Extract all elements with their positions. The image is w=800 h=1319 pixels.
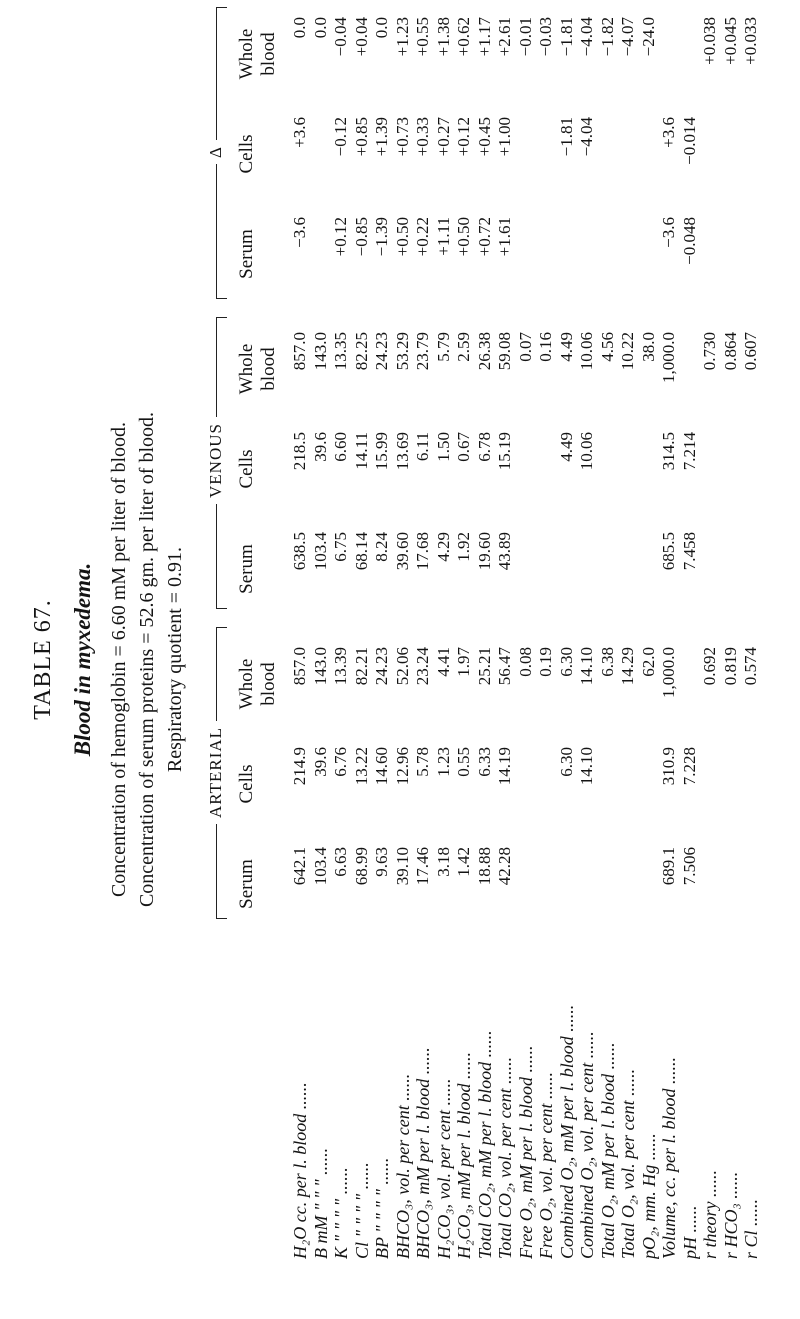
column-header: Cells (236, 449, 257, 489)
table-cell: 14.29 (618, 647, 637, 686)
table-cell: 6.78 (474, 432, 494, 462)
table-cell: 4.29 (433, 532, 453, 562)
table-title: TABLE 67. (30, 599, 56, 720)
table-cell: 15.19 (495, 432, 514, 471)
row-label: Free O₂, vol. per cent ...... (536, 1071, 556, 1259)
table-cell: 39.6 (310, 432, 330, 462)
table-cell: 143.0 (310, 647, 330, 686)
table-cell: 638.5 (290, 532, 309, 571)
table-cell: −0.014 (679, 117, 699, 165)
table-cell: −0.12 (331, 117, 350, 157)
table-cell: 6.30 (556, 747, 576, 777)
row-label: BHCO₃, vol. per cent ...... (392, 1073, 413, 1259)
note-hemoglobin: Concentration of hemoglobin = 6.60 mM per liter of blood. (108, 421, 130, 898)
table-cell: 14.60 (372, 747, 391, 786)
table-cell: 14.19 (495, 747, 514, 786)
table-cell: 143.0 (310, 332, 330, 371)
table-cell: +1.23 (392, 17, 412, 57)
table-cell: 19.60 (474, 532, 494, 571)
table-cell: 314.5 (659, 432, 678, 471)
table-cell: +0.04 (351, 17, 371, 57)
delta-group-label: Δ (206, 140, 226, 164)
table-cell: 14.11 (351, 432, 371, 470)
table-cell: −0.01 (515, 17, 535, 57)
table-cell: 68.99 (351, 847, 371, 886)
table-cell: 68.14 (351, 532, 371, 571)
row-label: BP " " " " ...... (372, 1157, 392, 1259)
table-cell: 42.28 (495, 847, 514, 886)
table-cell: 10.06 (577, 332, 596, 371)
table-cell: 0.574 (741, 647, 760, 686)
table-cell: 10.22 (618, 332, 637, 371)
row-label: H₂CO₃, vol. per cent ...... (433, 1078, 454, 1259)
table-cell: 857.0 (290, 332, 309, 371)
table-cell: 218.5 (290, 432, 309, 471)
table-cell: 2.59 (454, 332, 473, 362)
table-cell: −0.85 (351, 217, 371, 257)
table-cell: 3.18 (433, 847, 453, 877)
table-cell: 5.79 (433, 332, 453, 362)
table-cell: +1.61 (495, 217, 514, 257)
row-label: Total O₂, vol. per cent ...... (618, 1068, 638, 1259)
table-cell: 1.92 (454, 532, 473, 562)
table-cell: 13.69 (392, 432, 412, 471)
table-cell: −3.6 (290, 217, 309, 248)
row-label: Combined O₂, mM per l. blood ...... (556, 1004, 577, 1259)
table-cell: −0.04 (331, 17, 350, 57)
table-cell: 6.76 (331, 747, 350, 777)
table-cell: 82.25 (351, 332, 371, 371)
table-cell: +2.61 (495, 17, 514, 57)
table-subtitle: Blood in myxedema. (70, 562, 95, 757)
column-header: Serum (236, 229, 257, 279)
table-cell: 4.41 (433, 647, 453, 677)
table-cell: 25.21 (474, 647, 494, 686)
table-cell: −4.04 (577, 17, 596, 57)
table-cell: 0.730 (700, 332, 719, 371)
row-label: r HCO₃ ...... (720, 1171, 741, 1259)
table-cell: 1.50 (433, 432, 453, 462)
row-label: pO₂, mm. Hg ...... (638, 1133, 659, 1259)
table-cell: 0.67 (454, 432, 473, 462)
table-cell: 310.9 (659, 747, 678, 786)
table-cell: 1.23 (433, 747, 453, 777)
arterial-group-label: ARTERIAL (206, 721, 226, 824)
table-cell: 7.458 (679, 532, 699, 571)
table-cell: 0.819 (720, 647, 740, 686)
table-cell: 52.06 (392, 647, 412, 686)
column-header: Serum (236, 859, 257, 909)
row-label: pH ...... (679, 1205, 700, 1259)
table-cell: 39.6 (310, 747, 330, 777)
table-cell: 62.0 (638, 647, 658, 677)
table-cell: 0.0 (372, 17, 391, 39)
table-cell: +1.38 (433, 17, 453, 57)
table-cell: 6.60 (331, 432, 350, 462)
table-cell: 7.506 (679, 847, 699, 886)
table-cell: 39.60 (392, 532, 412, 571)
row-label: r Cl ...... (741, 1198, 761, 1259)
table-cell: +1.39 (372, 117, 391, 157)
row-label: H₂CO₃, mM per l. blood ...... (454, 1051, 474, 1259)
table-cell: 0.864 (720, 332, 740, 371)
row-label: K " " " " ...... (331, 1167, 351, 1259)
table-cell: 9.63 (372, 847, 391, 877)
table-cell: +0.27 (433, 117, 453, 157)
column-header: Serum (236, 544, 257, 594)
table-cell: −1.39 (372, 217, 391, 257)
row-label: Volume, cc. per l. blood ...... (659, 1057, 679, 1259)
table-cell: 18.88 (474, 847, 494, 886)
table-cell: 1,000.0 (659, 332, 678, 383)
column-header: Whole blood (236, 658, 279, 710)
table-cell: +0.85 (351, 117, 371, 157)
table-cell: +0.038 (700, 17, 719, 65)
table-cell: 4.49 (556, 432, 576, 462)
column-header: Whole blood (236, 343, 279, 395)
table-cell: 642.1 (290, 847, 309, 886)
table-cell: 17.68 (413, 532, 432, 571)
table-cell: 12.96 (392, 747, 412, 786)
table-cell: 103.4 (310, 847, 330, 886)
table-cell: +3.6 (290, 117, 309, 148)
row-label: Free O₂, mM per l. blood ...... (515, 1045, 536, 1259)
table-cell: 24.23 (372, 647, 391, 686)
table-cell: 15.99 (372, 432, 391, 471)
table-cell: 4.49 (556, 332, 576, 362)
table-cell: 4.56 (597, 332, 617, 362)
venous-group-label: VENOUS (206, 417, 226, 504)
column-header: Cells (236, 134, 257, 174)
table-cell: +1.00 (495, 117, 514, 157)
table-cell: −0.048 (679, 217, 699, 265)
table-cell: 857.0 (290, 647, 309, 686)
table-cell: +1.17 (474, 17, 494, 57)
table-cell: 26.38 (474, 332, 494, 371)
table-cell: 24.23 (372, 332, 391, 371)
table-cell: 0.607 (741, 332, 760, 371)
table-cell: 6.75 (331, 532, 350, 562)
table-cell: 38.0 (638, 332, 658, 362)
table-cell: 8.24 (372, 532, 391, 562)
note-serum-proteins: Concentration of serum proteins = 52.6 gm. per liter of blood. (136, 411, 158, 908)
table-cell: 0.08 (515, 647, 535, 677)
table-cell: 7.214 (679, 432, 699, 471)
table-cell: +0.55 (413, 17, 432, 57)
table-cell: +0.72 (474, 217, 494, 257)
column-header: Cells (236, 764, 257, 804)
table-cell: 685.5 (659, 532, 678, 571)
table-cell: +0.50 (392, 217, 412, 257)
table-cell: 39.10 (392, 847, 412, 886)
table-cell: 59.08 (495, 332, 514, 371)
table-cell: 5.78 (413, 747, 432, 777)
table-cell: 23.79 (413, 332, 432, 371)
table-cell: 13.39 (331, 647, 350, 686)
row-label: Combined O₂, vol. per cent ...... (577, 1031, 597, 1259)
table-cell: −1.82 (597, 17, 617, 57)
table-cell: +3.6 (659, 117, 678, 148)
table-cell: 0.19 (536, 647, 555, 677)
row-label: Cl " " " " ...... (351, 1162, 372, 1259)
table-cell: +0.045 (720, 17, 740, 65)
table-cell: +0.12 (454, 117, 473, 157)
table-cell: +0.33 (413, 117, 432, 157)
row-label: BHCO₃, mM per l. blood ...... (413, 1047, 433, 1259)
table-cell: 82.21 (351, 647, 371, 686)
note-respiratory-quotient: Respiratory quotient = 0.91. (164, 546, 186, 773)
table-cell: +0.73 (392, 117, 412, 157)
table-cell: 56.47 (495, 647, 514, 686)
table-cell: −4.07 (618, 17, 637, 57)
table-cell: 6.63 (331, 847, 350, 877)
row-label: Total CO₂, mM per l. blood ...... (474, 1030, 495, 1259)
table-cell: 214.9 (290, 747, 309, 786)
table-cell: 7.228 (679, 747, 699, 786)
table-cell: 0.692 (700, 647, 719, 686)
row-label: B mM " " " ...... (310, 1147, 331, 1259)
table-cell: 0.0 (310, 17, 330, 39)
table-cell: 6.33 (474, 747, 494, 777)
table-cell: 6.11 (413, 432, 432, 462)
row-label: Total O₂, mM per l. blood ...... (597, 1042, 618, 1259)
row-label: r theory ...... (700, 1170, 720, 1259)
table-cell: 53.29 (392, 332, 412, 371)
table-cell: −1.81 (556, 117, 576, 157)
table-cell: +1.11 (433, 217, 453, 256)
table-cell: +0.033 (741, 17, 760, 65)
table-cell: 1.42 (454, 847, 473, 877)
table-cell: 10.06 (577, 432, 596, 471)
row-label: Total CO₂, vol. per cent ...... (495, 1056, 515, 1259)
table-cell: 23.24 (413, 647, 432, 686)
table-cell: 689.1 (659, 847, 678, 886)
table-cell: −4.04 (577, 117, 596, 157)
table-cell: 0.0 (290, 17, 309, 39)
table-cell: 17.46 (413, 847, 432, 886)
table-cell: +0.62 (454, 17, 473, 57)
table-cell: 14.10 (577, 747, 596, 786)
table-cell: 6.30 (556, 647, 576, 677)
table-cell: 13.35 (331, 332, 350, 371)
table-cell: 14.10 (577, 647, 596, 686)
table-cell: 1,000.0 (659, 647, 678, 698)
table-cell: 43.89 (495, 532, 514, 571)
table-cell: 0.55 (454, 747, 473, 777)
table-cell: 1.97 (454, 647, 473, 677)
row-label: H₂O cc. per l. blood ...... (290, 1082, 310, 1259)
table-cell: +0.12 (331, 217, 350, 257)
table-cell: 0.16 (536, 332, 555, 362)
table-cell: −3.6 (659, 217, 678, 248)
table-cell: −1.81 (556, 17, 576, 57)
column-header: Whole blood (236, 28, 279, 80)
table-cell: +0.45 (474, 117, 494, 157)
table-cell: −24.0 (638, 17, 658, 57)
table-cell: 103.4 (310, 532, 330, 571)
table-cell: +0.22 (413, 217, 432, 257)
table-cell: 0.07 (515, 332, 535, 362)
table-cell: 13.22 (351, 747, 371, 786)
table-cell: 6.38 (597, 647, 617, 677)
table-cell: −0.03 (536, 17, 555, 57)
table-cell: +0.50 (454, 217, 473, 257)
